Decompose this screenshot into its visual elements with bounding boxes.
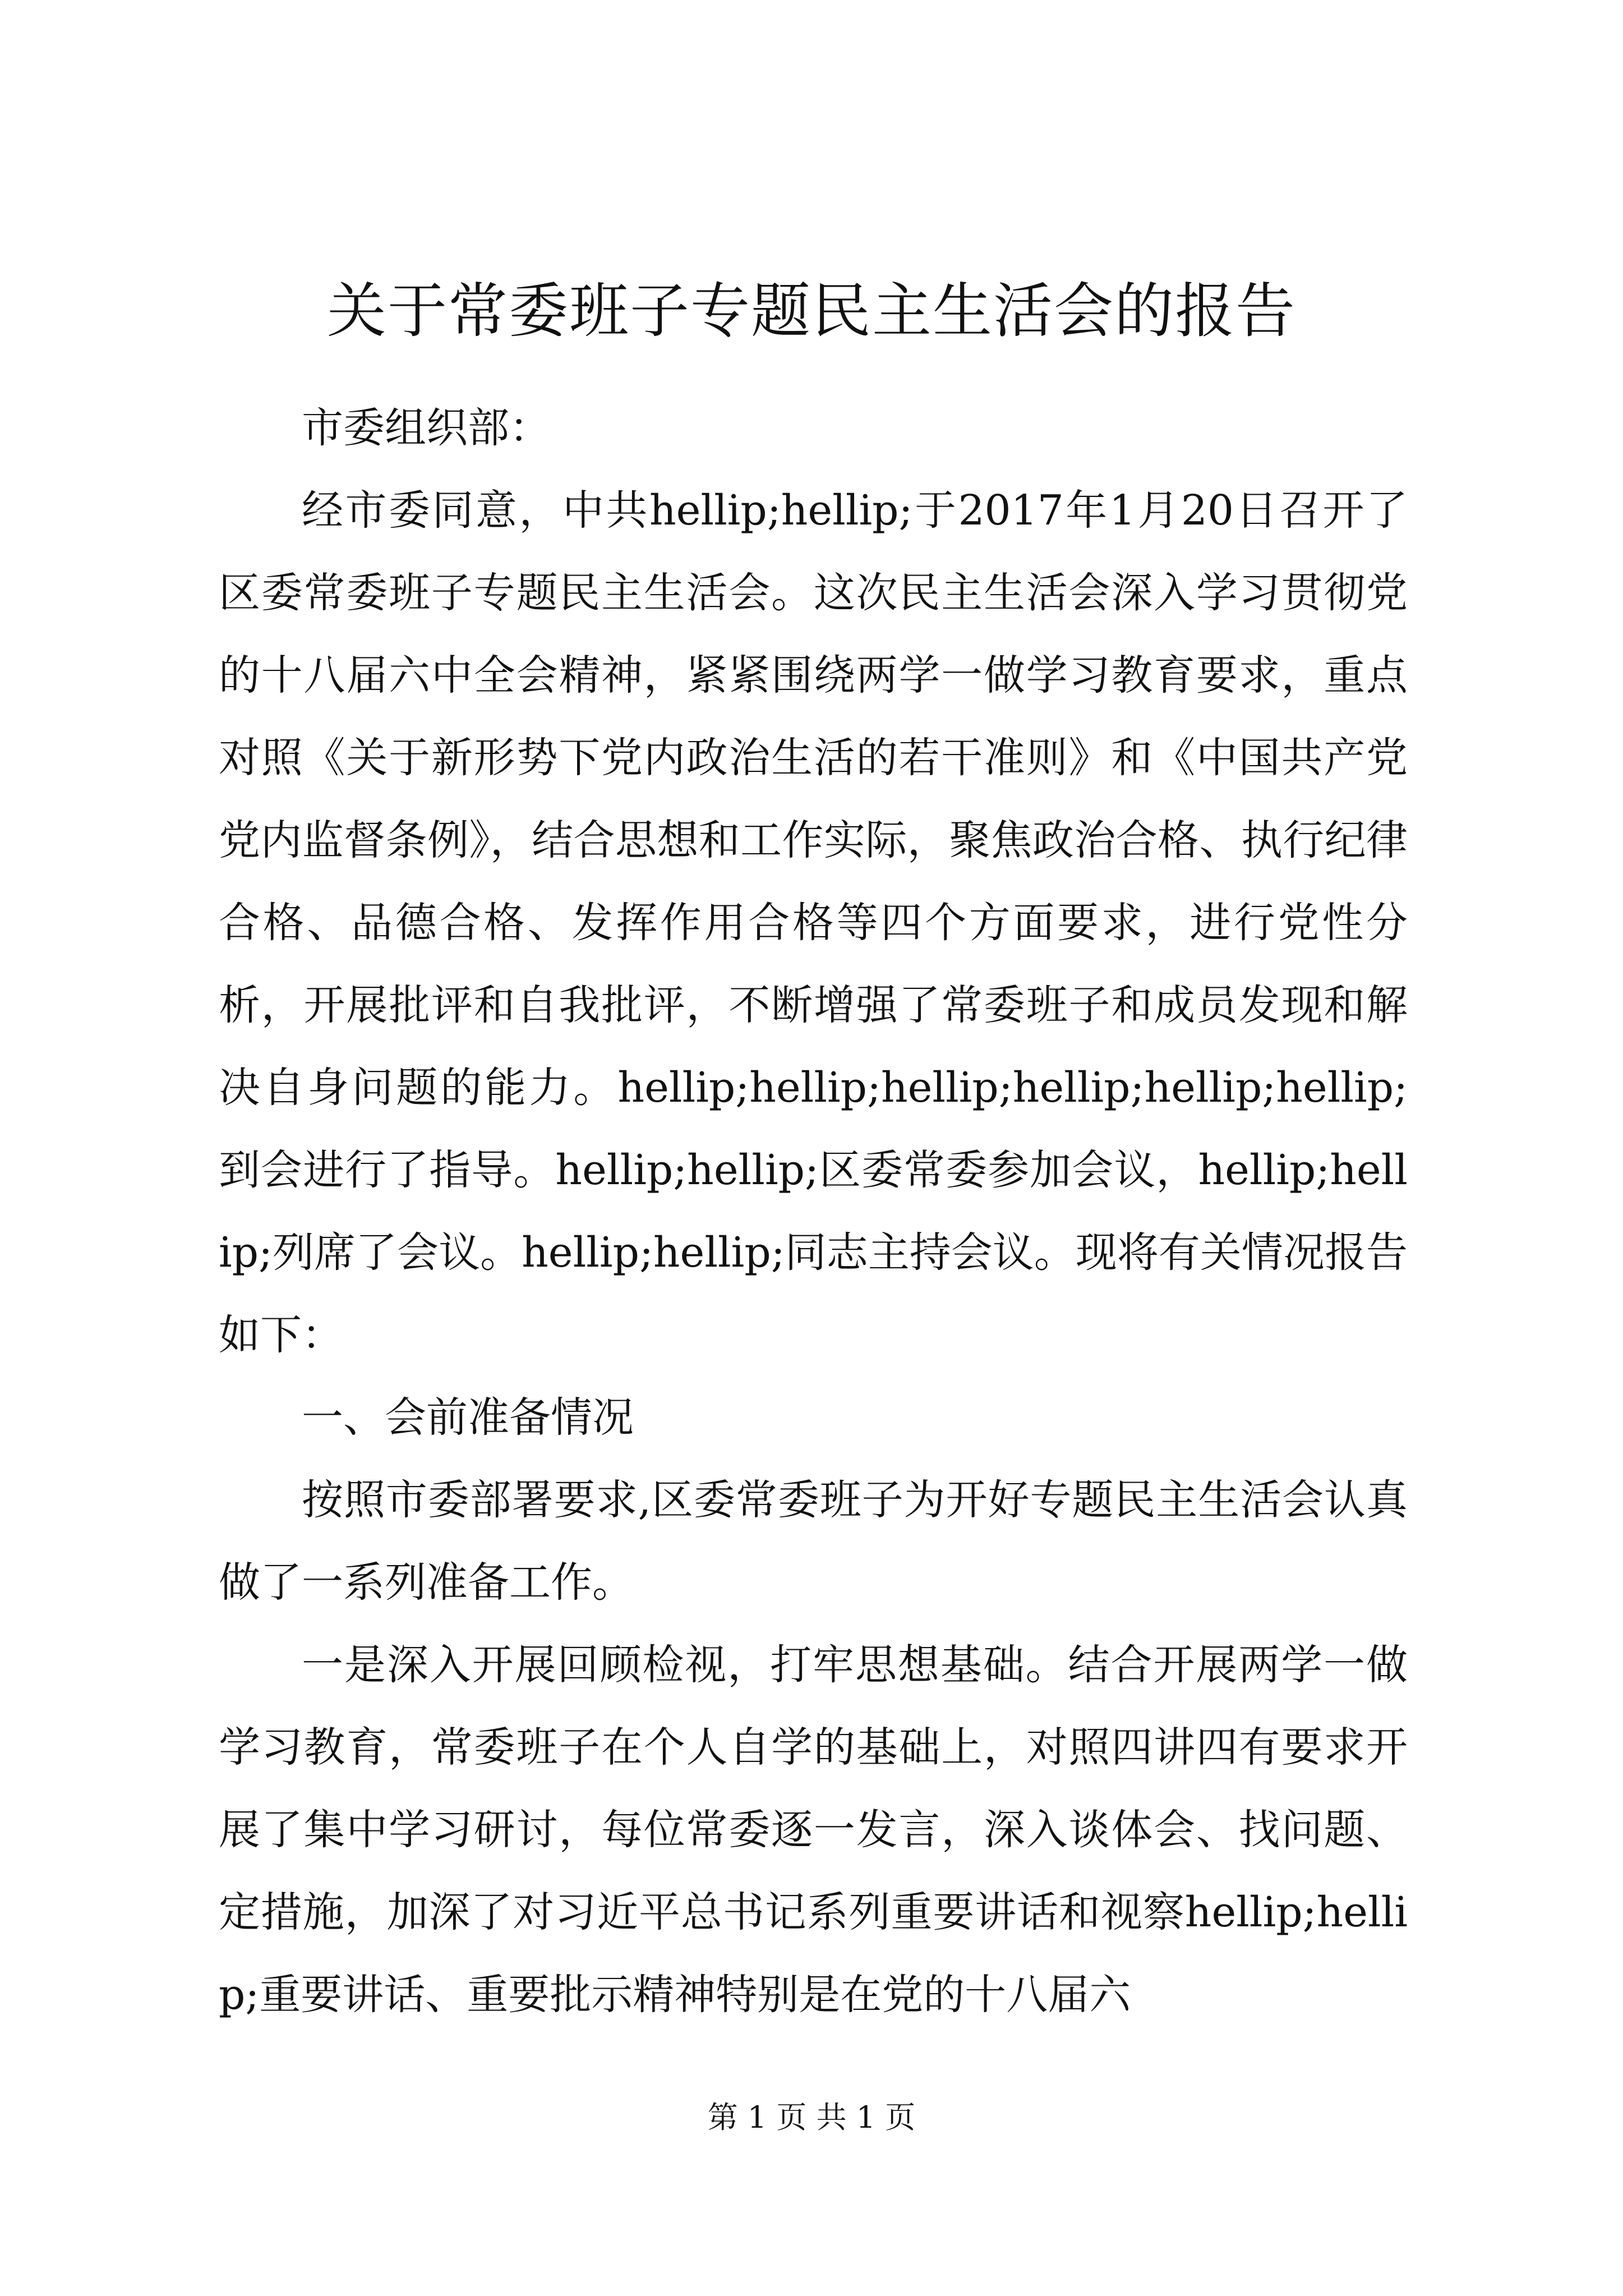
salutation: 市委组织部：	[302, 404, 551, 452]
preparation-paragraph: 按照市委部署要求,区委常委班子为开好专题民主生活会认真做了一系列准备工作。	[219, 1476, 1408, 1607]
review-paragraph: 一是深入开展回顾检视，打牢思想基础。结合开展两学一做学习教育，常委班子在个人自学的基础上，对照四讲四有要求开展了集中学习研讨，每位常委逐一发言，深入谈体会、找问题、定措施，加深了对习近平总书记系列重要讲话和视察hellip;hellip;重要讲话、重要批示精神特别是在党的十八届六	[219, 1641, 1408, 2019]
document-body	[219, 387, 1408, 2036]
intro-paragraph: 经市委同意，中共hellip;hellip;于2017年1月20日召开了区委常委班子专题民主生活会。这次民主生活会深入学习贯彻党的十八届六中全会精神，紧紧围绕两学一做学习教育要求，重点对照《关于新形势下党内政治生活的若干准则》和《中国共产党党内监督条例》，结合思想和工作实际，聚焦政治合格、执行纪律合格、品德合格、发挥作用合格等四个方面要求，进行党性分析，开展批评和自我批评，不断增强了常委班子和成员发现和解决自身问题的能力。hellip;hellip;hellip;hellip;hellip;hellip;到会进行了指导。hellip;hellip;区委常委参加会议，hellip;hellip;列席了会议。hellip;hellip;同志主持会议。现将有关情况报告如下：	[219, 486, 1408, 1359]
document-title: 关于常委班子专题民主生活会的报告	[327, 277, 1296, 346]
page-footer: 第 1 页 共 1 页	[707, 2100, 916, 2135]
section-heading: 一、会前准备情况	[302, 1393, 634, 1442]
